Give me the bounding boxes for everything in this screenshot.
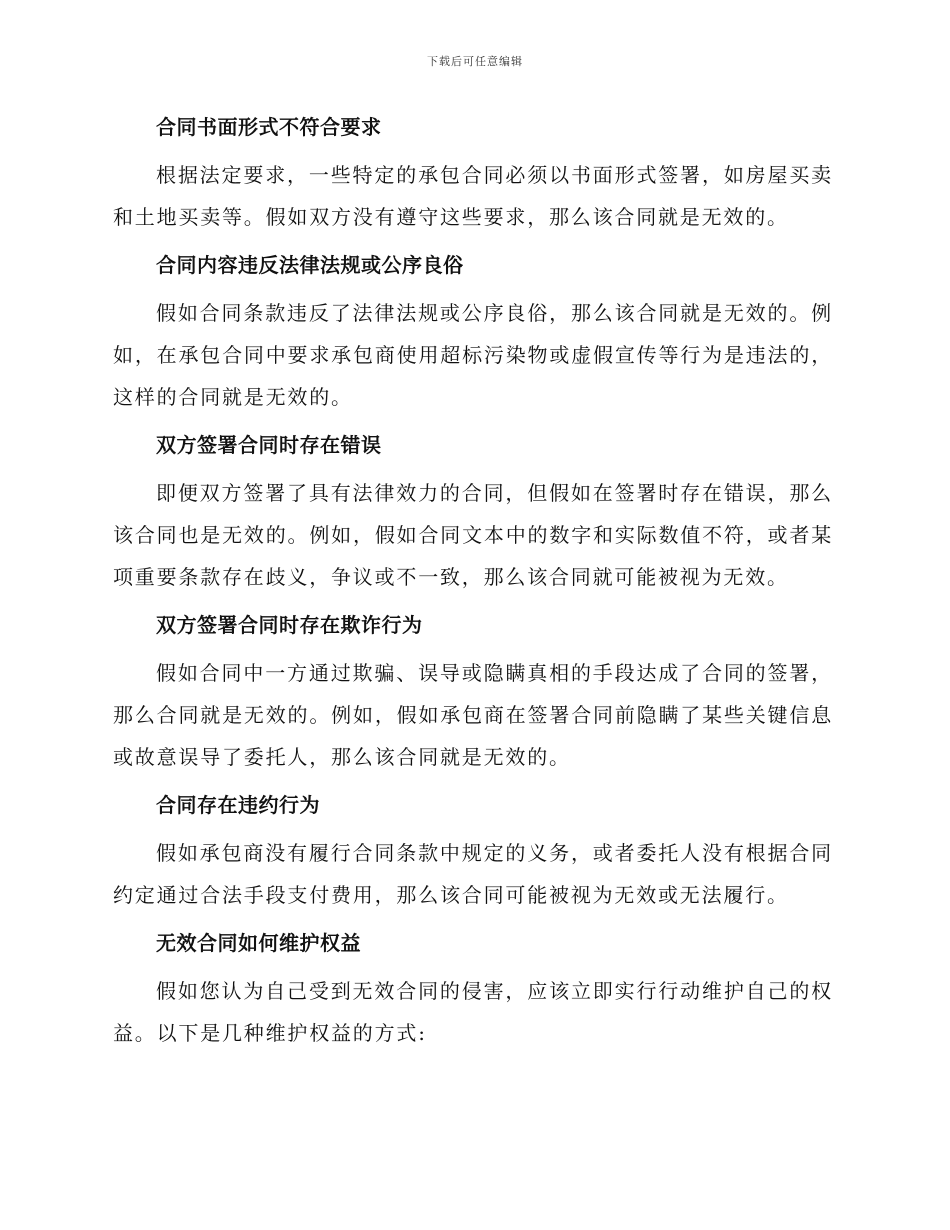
document-body [113, 108, 833, 1062]
section-paragraph-form: 根据法定要求，一些特定的承包合同必须以书面形式签署，如房屋买卖和土地买卖等。假如双方没有遵守这些要求，那么该合同就是无效的。 [113, 163, 833, 229]
section-heading-form: 合同书面形式不符合要求 [156, 115, 382, 139]
section-heading-signing-error: 双方签署合同时存在错误 [156, 433, 382, 457]
page-header: 下载后可任意编辑 [427, 55, 523, 68]
section-heading-content-violation: 合同内容违反法律法规或公序良俗 [156, 253, 464, 277]
section-heading-breach: 合同存在违约行为 [156, 793, 320, 817]
section-heading-rights: 无效合同如何维护权益 [156, 931, 361, 955]
section-paragraph-fraud: 假如合同中一方通过欺骗、误导或隐瞒真相的手段达成了合同的签署，那么合同就是无效的。例如，假如承包商在签署合同前隐瞒了某些关键信息或故意误导了委托人，那么该合同就是无效的。 [113, 661, 833, 769]
section-paragraph-rights: 假如您认为自己受到无效合同的侵害，应该立即实行行动维护自己的权益。以下是几种维护权益的方式: [113, 979, 833, 1045]
section-paragraph-signing-error: 即便双方签署了具有法律效力的合同，但假如在签署时存在错误，那么该合同也是无效的。例如，假如合同文本中的数字和实际数值不符，或者某项重要条款存在歧义，争议或不一致，那么该合同就可能被视为无效。 [113, 481, 833, 589]
section-paragraph-content-violation: 假如合同条款违反了法律法规或公序良俗，那么该合同就是无效的。例如，在承包合同中要求承包商使用超标污染物或虚假宣传等行为是违法的，这样的合同就是无效的。 [113, 301, 833, 409]
section-paragraph-breach: 假如承包商没有履行合同条款中规定的义务，或者委托人没有根据合同约定通过合法手段支付费用，那么该合同可能被视为无效或无法履行。 [113, 841, 833, 907]
section-heading-fraud: 双方签署合同时存在欺诈行为 [156, 613, 423, 637]
